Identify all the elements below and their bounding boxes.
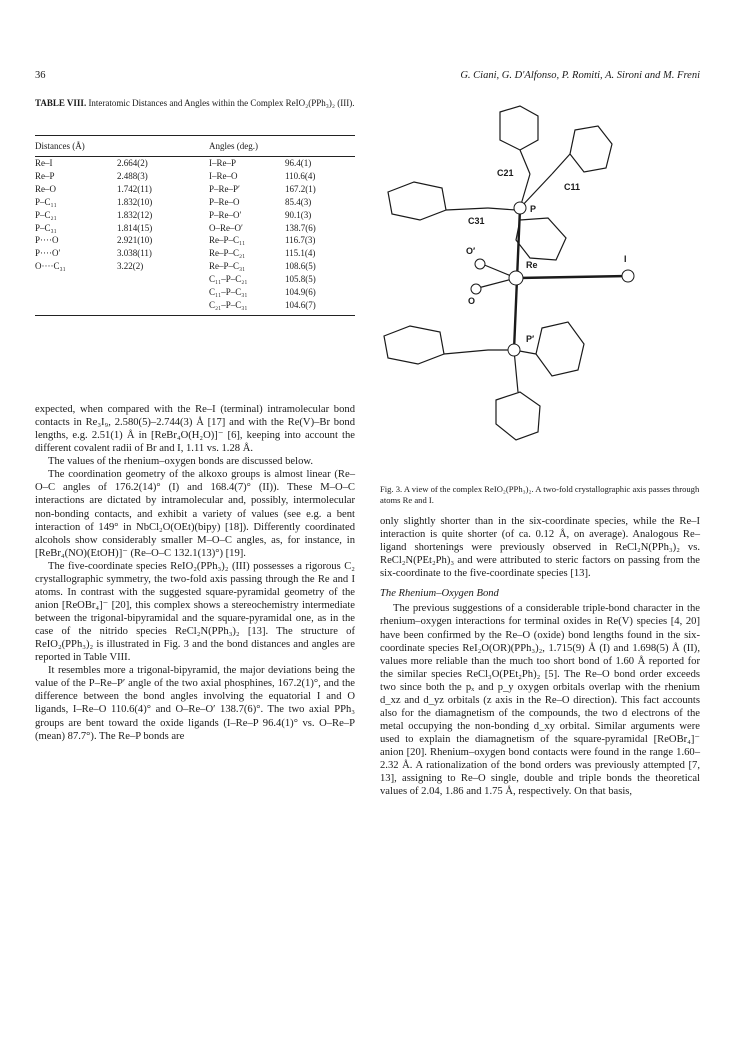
- body-paragraph: The values of the rhenium–oxygen bonds are discussed below.: [48, 456, 313, 468]
- body-paragraph: The five-coordinate species ReIO₂(PPh₃)₂ (III) possesses a rigorous C₂ crystallographic symmetry, the two-fold axis passing through the Re and I atoms. In contrast with the suggested square-pyramidal geometry of the anion [ReOBr₄]⁻ [20], this complex shows a stereochemistry intermediate between the trigonal-bipyramidal and the square-pyramidal one, as in the case of the nitrido species ReCl₂N(PPh₃)₂ [13]. The structure of ReIO₂(PPh₃)₂ is illustrated in Fig. 3 and the bond distances and angles are reported in Table VIII.: [35, 560, 355, 664]
- table-row: [35, 222, 355, 235]
- figure-caption: Fig. 3. A view of the complex ReIO₂(PPh₃)₂. A two-fold crystallographic axis passes through atoms Re and I.: [380, 484, 700, 505]
- phenyl-ring: [388, 182, 446, 220]
- atom-label: C11: [564, 182, 581, 192]
- table-caption-text: Interatomic Distances and Angles within the Complex ReIO₂(PPh₃)₂ (III).: [88, 98, 355, 108]
- distance-bond-cell: O····C₃₁: [35, 261, 66, 272]
- angle-value-cell: 108.6(5): [285, 261, 316, 272]
- distance-bond-cell: P–C₂₁: [35, 209, 57, 220]
- angle-name-cell: Re–P–C₂₁: [209, 248, 246, 259]
- distance-bond-cell: P····O′: [35, 248, 61, 259]
- bond-line: [552, 154, 570, 174]
- distance-value-cell: [117, 273, 209, 286]
- angle-value-cell: 104.6(7): [285, 299, 355, 315]
- table-row: [35, 170, 355, 183]
- atom-label: C31: [468, 216, 485, 226]
- molecule-figure: [370, 100, 700, 460]
- distance-value-cell: [117, 299, 209, 315]
- distance-value-cell: 1.832(12): [117, 209, 153, 220]
- distance-bond-cell: P–C₁₁: [35, 196, 57, 207]
- table-row: [35, 299, 355, 315]
- distance-value-cell: [117, 286, 209, 299]
- section-heading: The Rhenium–Oxygen Bond: [380, 588, 499, 600]
- rhenium-atom: [509, 271, 523, 285]
- distance-value-cell: 1.742(11): [117, 183, 152, 194]
- phosphorus-atom: [514, 202, 526, 214]
- distance-value-cell: 2.664(2): [117, 158, 148, 168]
- body-paragraph: The coordination geometry of the alkoxo groups is almost linear (Re–O–C angles of 176.2(14)° (I) and 168.4(7)° (II)). These M–O–C interactions are dictated by intramolecular and, possibly, intermolecular non-bonding contacts, and exhibit a variety of values (see e.g. a bent interaction of 149° in NbCl₂O(OEt)(bipy) [18]). Differently coordinated alcohols show considerably smaller M–O–C angles, as, for instance, in [ReBr₄(NO)(EtOH)]⁻ (Re–O–C 132.1(13)°) [19].: [35, 469, 355, 559]
- atom-label: I: [624, 254, 627, 264]
- table-row: [35, 157, 355, 170]
- bond-line: [444, 350, 488, 354]
- bond-line: [488, 208, 516, 210]
- angle-value-cell: 85.4(3): [285, 196, 312, 207]
- table-row: [35, 247, 355, 260]
- phenyl-ring: [496, 392, 540, 440]
- iodine-atom: [622, 270, 634, 282]
- running-head: G. Ciani, G. D'Alfonso, P. Romiti, A. Sironi and M. Freni: [460, 70, 700, 81]
- body-paragraph: The previous suggestions of a considerable triple-bond character in the rhenium–oxygen interactions for terminal oxides in Re(V) species [4, 20] have been confirmed by the Re–O (oxide) bond lengths found in the six-coordinate species ReI₂O(OR)(PPh₃)₂, 1.715(9) Å (I) and 1.698(5) Å (II), values more reliable than the much too short bond of 1.60 Å reported for the similar species ReCl₃O(PEt₂Ph)₂ [5]. The Re–O bond order exceeds two since both the pₓ and p_y oxygen orbitals overlap with the rhenium d_xz and d_yz orbitals (z axis in the Re–O direction). This fact accounts also for the diamagnetism of the compounds, the two d electrons of the metal occupying the non-bonding d_xy orbital. Similar arguments were used to explain the diamagnetism of the square-pyramidal [ReOBr₄]⁻ anion [20]. Rhenium–oxygen bond contacts were found in the range 1.60–2.32 Å. A rationalization of the bond orders was previously attempted [7, 13], assigning to Re–O single, double and triple bonds the theoretical values of 2.04, 1.86 and 1.75 Å, respectively. On that basis,: [380, 603, 700, 798]
- phosphorus-atom: [508, 344, 520, 356]
- phenyl-ring: [570, 126, 612, 172]
- page-number: 36: [35, 70, 46, 81]
- angle-name-cell: I–Re–P: [209, 158, 236, 168]
- distance-bond-cell: Re–I: [35, 158, 53, 168]
- distance-value-cell: 3.22(2): [117, 261, 144, 272]
- table-row: [35, 273, 355, 286]
- distance-bond-cell: Re–O: [35, 183, 56, 194]
- atom-label: Re: [526, 260, 538, 270]
- body-paragraph: expected, when compared with the Re–I (terminal) intramolecular bond contacts in Re₃I₉, 2.580(5)–2.744(3) Å [17] and with the Re(V)–Br bond lengths, e.g. 2.51(1) Å in [ReBr₄O(H₂O)]⁻ [6], keeping into account the different covalent radii of Br and I, 1.11 vs. 1.28 Å.: [35, 404, 355, 455]
- angle-value-cell: 110.6(4): [285, 170, 316, 181]
- angle-value-cell: 96.4(1): [285, 158, 312, 168]
- table-row: [35, 183, 355, 196]
- distance-bond-cell: P–C₃₁: [35, 222, 57, 233]
- angle-name-cell: P–Re–O′: [209, 209, 242, 220]
- table-row: [35, 234, 355, 247]
- table-header-row: [35, 136, 355, 157]
- table-row: [35, 286, 355, 299]
- table-row: [35, 209, 355, 222]
- atom-label: P: [530, 204, 537, 214]
- right-text-column: [380, 515, 700, 798]
- phenyl-ring: [516, 218, 566, 260]
- table-header-cell: Angles (deg.): [209, 136, 285, 157]
- bond-line: [518, 276, 628, 278]
- angle-name-cell: C₁₁–P–C₃₁: [209, 287, 248, 298]
- angle-value-cell: 138.7(6): [285, 222, 316, 233]
- angle-name-cell: C₁₁–P–C₂₁: [209, 274, 248, 285]
- angle-name-cell: Re–P–C₁₁: [209, 235, 246, 246]
- angle-name-cell: O–Re–O′: [209, 222, 243, 233]
- distance-value-cell: 3.038(11): [117, 248, 152, 259]
- atom-label: P′: [526, 334, 535, 344]
- left-text-column: [35, 403, 355, 743]
- distance-value-cell: 2.488(3): [117, 170, 148, 181]
- distance-bond-cell: [35, 286, 117, 299]
- table-header-cell: Distances (Å): [35, 136, 117, 157]
- phenyl-ring: [500, 106, 538, 150]
- table-caption-label: TABLE VIII.: [35, 98, 87, 108]
- angle-name-cell: P–Re–O: [209, 196, 240, 207]
- atom-label: C21: [497, 168, 514, 178]
- distance-bond-cell: [35, 273, 117, 286]
- atom-label: O′: [466, 246, 476, 256]
- bond-line: [520, 150, 530, 174]
- angle-value-cell: 104.9(6): [285, 287, 316, 298]
- atom-label: O: [468, 296, 476, 306]
- angle-value-cell: 105.8(5): [285, 274, 316, 285]
- table-header-cell: [285, 136, 355, 157]
- molecule-drawing: [370, 100, 700, 460]
- distance-value-cell: 1.814(15): [117, 222, 153, 233]
- oxygen-atom: [471, 284, 481, 294]
- angle-name-cell: I–Re–O: [209, 170, 238, 181]
- phenyl-ring: [384, 326, 444, 364]
- angle-value-cell: 116.7(3): [285, 235, 316, 246]
- distance-value-cell: 2.921(10): [117, 235, 153, 246]
- angle-name-cell: C₂₁–P–C₃₁: [209, 299, 285, 315]
- table-header-cell: [117, 136, 209, 157]
- body-paragraph: It resembles more a trigonal-bipyramid, the major deviations being the value of the P–Re–P′ angle of the two axial phosphines, 167.2(1)°, and the difference between the bond angles involving the equatorial I and O ligands, I–Re–O 110.6(4)° and O–Re–O′ 138.7(6)°. The two axial PPh₃ groups are bent toward the oxide ligands (I–Re–P 96.4(1)° vs. O–Re–P (mean) 87.7°). The Re–P bonds are: [35, 665, 355, 742]
- table-row: [35, 196, 355, 209]
- angle-name-cell: P–Re–P′: [209, 183, 240, 194]
- phenyl-ring: [536, 322, 584, 376]
- body-paragraph: only slightly shorter than in the six-coordinate species, while the Re–I interaction is quite shorter (of ca. 0.12 Å, on average). Analogous Re–ligand shortenings were previously observed in ReCl₂N(PPh₃)₂ vs. ReCl₂N(PEt₂Ph)₃ and were attributed to steric factors on passing from the six-coordinate to the five-coordinate species [13].: [380, 516, 700, 580]
- bond-line: [446, 208, 488, 210]
- data-table: [35, 135, 355, 316]
- angle-value-cell: 115.1(4): [285, 248, 316, 259]
- angle-name-cell: Re–P–C₃₁: [209, 261, 246, 272]
- oxygen-atom: [475, 259, 485, 269]
- angle-value-cell: 167.2(1): [285, 183, 316, 194]
- distance-value-cell: 1.832(10): [117, 196, 153, 207]
- table-row: [35, 260, 355, 273]
- table-caption: [35, 97, 355, 109]
- distance-bond-cell: P····O: [35, 235, 59, 246]
- angle-value-cell: 90.1(3): [285, 209, 312, 220]
- distance-bond-cell: [35, 299, 117, 315]
- distance-bond-cell: Re–P: [35, 170, 55, 181]
